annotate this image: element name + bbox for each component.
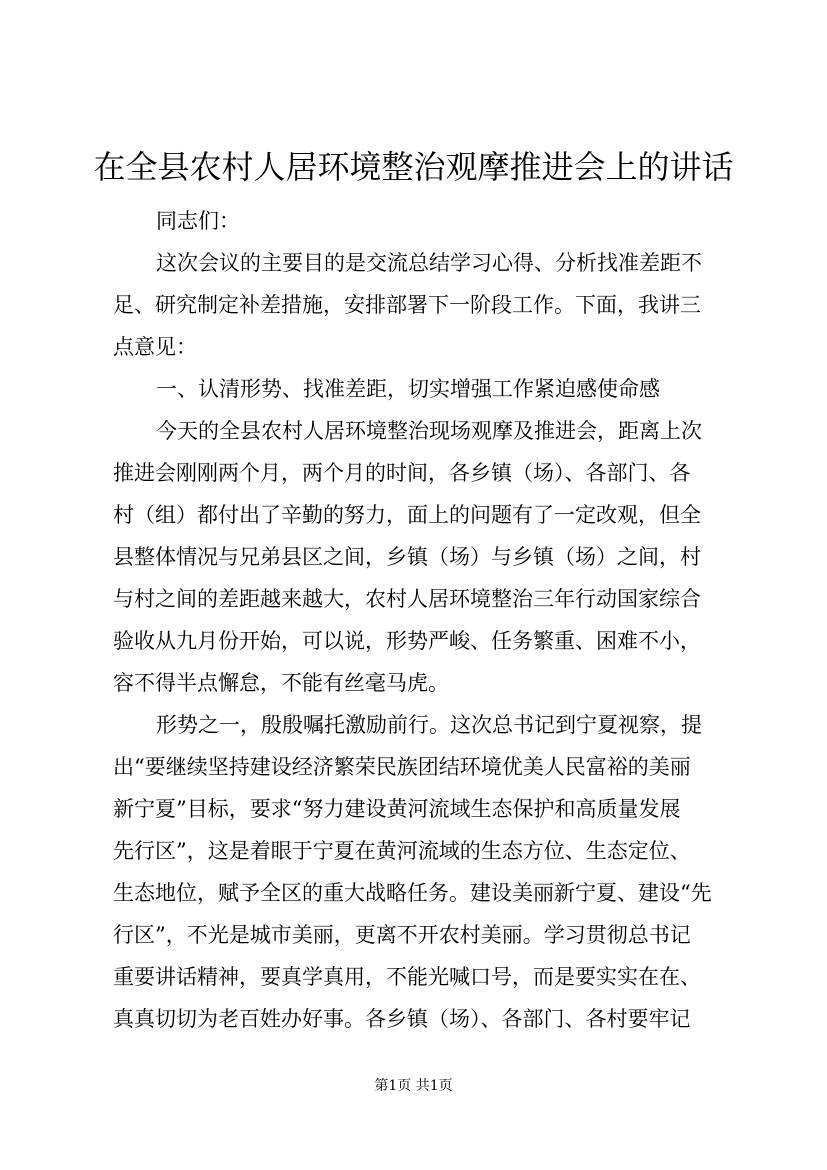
document-body [113, 200, 719, 1040]
text-line: 真真切切为老百姓办好事。各乡镇（场）、各部门、各村要牢记 [113, 1007, 691, 1031]
text-line: 同志们： [156, 209, 240, 233]
text-line: 县整体情况与兄弟县区之间，乡镇（场）与乡镇（场）之间，村 [113, 545, 701, 569]
text-line: 推进会刚刚两个月，两个月的时间，各乡镇（场）、各部门、各 [113, 461, 691, 485]
text-line: 这次会议的主要目的是交流总结学习心得、分析找准差距不 [156, 251, 702, 275]
text-line: 生态地位，赋予全区的重大战略任务。建设美丽新宁夏、建设“先 [113, 881, 712, 905]
text-line: 点意见： [113, 335, 197, 359]
text-line: 出“要继续坚持建设经济繁荣民族团结环境优美人民富裕的美丽 [113, 755, 691, 779]
page-footer: 第1页 共1页 [374, 1078, 453, 1094]
text-line: 容不得半点懈怠，不能有丝毫马虎。 [113, 671, 449, 695]
text-line: 验收从九月份开始，可以说，形势严峻、任务繁重、困难不小， [113, 629, 701, 653]
text-line: 村（组）都付出了辛勤的努力，面上的问题有了一定改观，但全 [113, 503, 701, 527]
text-line: 足、研究制定补差措施，安排部署下一阶段工作。下面，我讲三 [113, 293, 701, 317]
text-line: 今天的全县农村人居环境整治现场观摩及推进会，距离上次 [156, 419, 702, 443]
text-line: 新宁夏”目标，要求“努力建设黄河流域生态保护和高质量发展 [113, 797, 681, 821]
text-line: 重要讲话精神，要真学真用，不能光喊口号，而是要实实在在、 [113, 965, 701, 989]
text-line: 与村之间的差距越来越大，农村人居环境整治三年行动国家综合 [113, 587, 701, 611]
text-line: 先行区”，这是着眼于宁夏在黄河流域的生态方位、生态定位、 [113, 839, 691, 863]
text-line: 形势之一，殷殷嘱托激励前行。这次总书记到宁夏视察，提 [156, 713, 702, 737]
document-title: 在全县农村人居环境整治观摩推进会上的讲话 [93, 148, 734, 186]
text-line: 一、认清形势、找准差距，切实增强工作紧迫感使命感 [156, 377, 660, 401]
text-line: 行区”，不光是城市美丽，更离不开农村美丽。学习贯彻总书记 [113, 923, 691, 947]
